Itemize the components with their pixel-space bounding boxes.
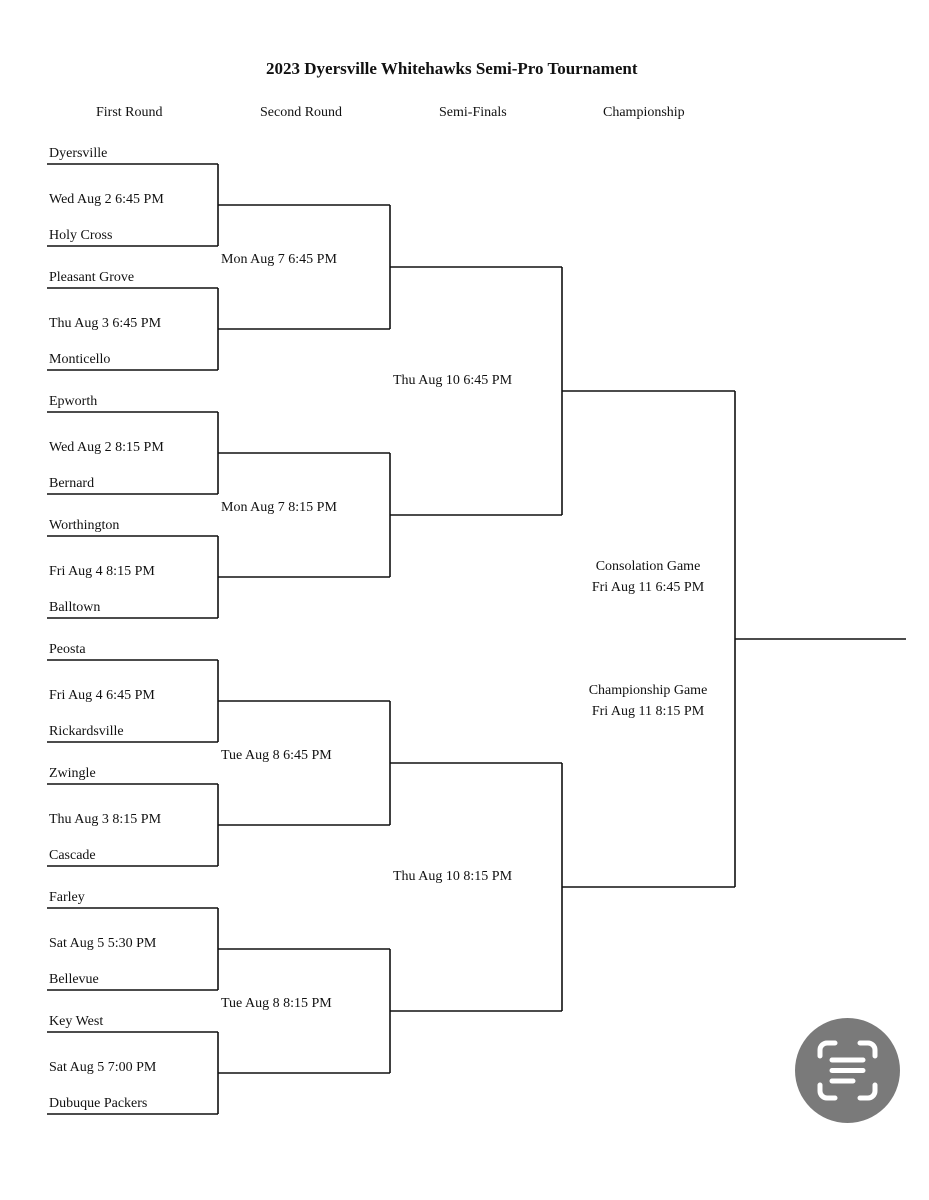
team-name: Dubuque Packers bbox=[49, 1096, 148, 1111]
game-time: Mon Aug 7 6:45 PM bbox=[221, 252, 337, 267]
game-time: Tue Aug 8 8:15 PM bbox=[221, 996, 332, 1011]
team-name: Monticello bbox=[49, 352, 111, 367]
team-name: Dyersville bbox=[49, 146, 108, 161]
consolation-game-label: Consolation Game bbox=[595, 559, 701, 574]
team-name: Farley bbox=[49, 890, 85, 905]
game-time: Sat Aug 5 5:30 PM bbox=[49, 936, 157, 951]
consolation-game-time: Fri Aug 11 6:45 PM bbox=[591, 580, 705, 595]
game-time: Sat Aug 5 7:00 PM bbox=[49, 1060, 157, 1075]
game-time: Tue Aug 8 6:45 PM bbox=[221, 748, 332, 763]
game-time: Thu Aug 10 6:45 PM bbox=[393, 373, 513, 388]
game-time: Thu Aug 3 6:45 PM bbox=[49, 316, 162, 331]
team-name: Holy Cross bbox=[49, 228, 113, 243]
game-time: Mon Aug 7 8:15 PM bbox=[221, 500, 337, 515]
team-name: Cascade bbox=[49, 848, 96, 863]
team-name: Worthington bbox=[49, 518, 120, 533]
team-name: Epworth bbox=[49, 394, 98, 409]
scan-button[interactable] bbox=[795, 1018, 900, 1123]
game-time: Thu Aug 10 8:15 PM bbox=[393, 869, 513, 884]
team-name: Key West bbox=[49, 1014, 104, 1029]
game-time: Fri Aug 4 8:15 PM bbox=[49, 564, 155, 579]
team-name: Zwingle bbox=[49, 766, 96, 781]
team-name: Rickardsville bbox=[49, 724, 124, 739]
championship-game-label: Championship Game bbox=[588, 683, 708, 698]
team-name: Balltown bbox=[49, 600, 101, 615]
team-name: Bellevue bbox=[49, 972, 99, 987]
page-title: 2023 Dyersville Whitehawks Semi-Pro Tournament bbox=[266, 59, 638, 78]
game-time: Wed Aug 2 6:45 PM bbox=[49, 192, 164, 207]
text-scan-icon bbox=[795, 1018, 900, 1123]
game-time: Thu Aug 3 8:15 PM bbox=[49, 812, 162, 827]
round-header-second: Second Round bbox=[260, 105, 343, 120]
championship-game-time: Fri Aug 11 8:15 PM bbox=[591, 704, 705, 719]
team-name: Pleasant Grove bbox=[49, 270, 135, 285]
round-header-first: First Round bbox=[96, 105, 163, 120]
round-header-championship: Championship bbox=[603, 105, 685, 120]
game-time: Fri Aug 4 6:45 PM bbox=[49, 688, 155, 703]
team-name: Peosta bbox=[49, 642, 86, 657]
game-time: Wed Aug 2 8:15 PM bbox=[49, 440, 164, 455]
team-name: Bernard bbox=[49, 476, 95, 491]
round-header-semis: Semi-Finals bbox=[439, 105, 507, 120]
